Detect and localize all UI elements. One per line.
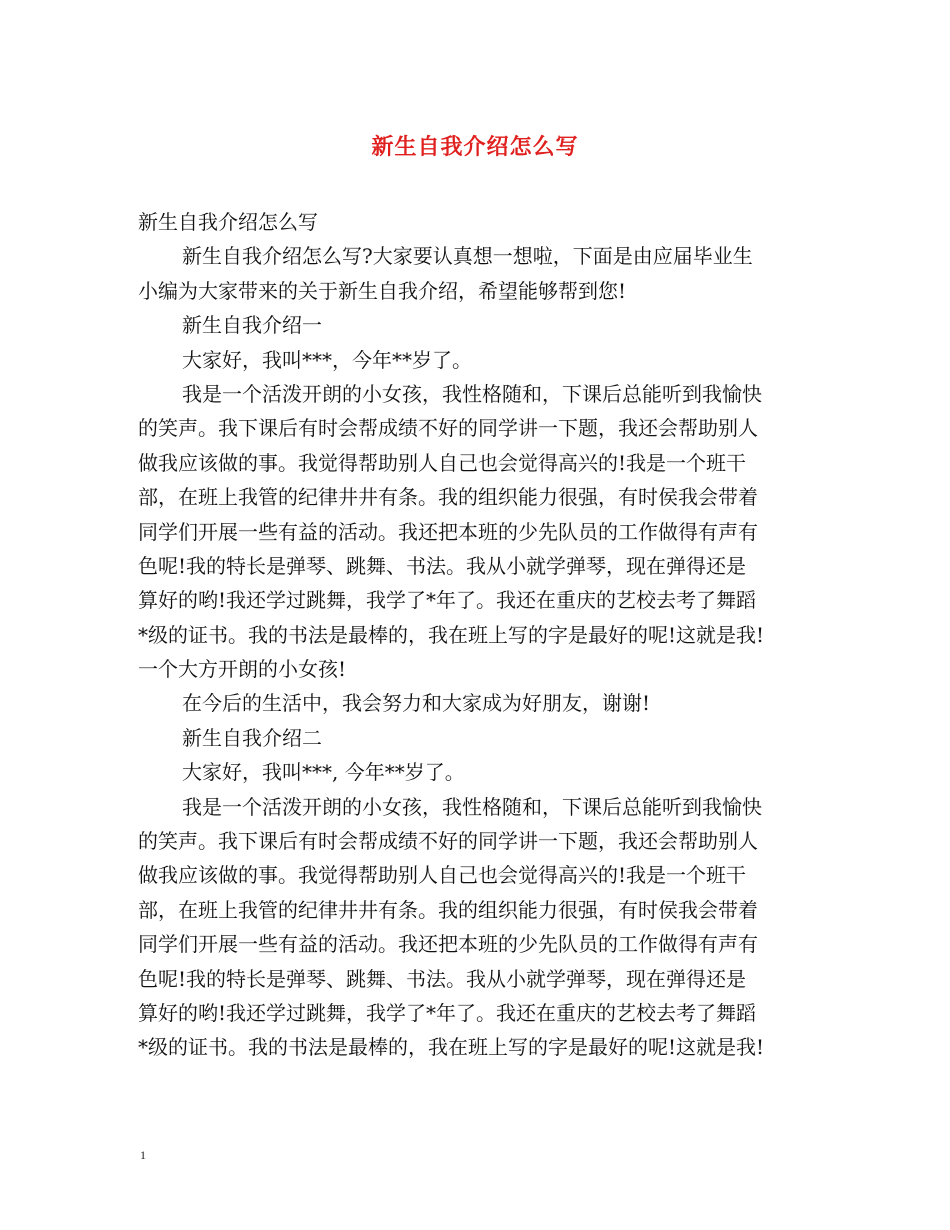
text-line: 同学们开展一些有益的活动。我还把本班的少先队员的工作做得有声有 xyxy=(138,932,758,957)
text-line: 部，在班上我管的纪律井井有条。我的组织能力很强，有时侯我会带着 xyxy=(138,485,758,510)
text-line: 做我应该做的事。我觉得帮助别人自己也会觉得高兴的!我是一个班干 xyxy=(138,863,747,888)
text-line: 同学们开展一些有益的活动。我还把本班的少先队员的工作做得有声有 xyxy=(138,519,758,544)
text-line: 新生自我介绍一 xyxy=(182,313,322,338)
text-line: 的笑声。我下课后有时会帮成绩不好的同学讲一下题，我还会帮助别人 xyxy=(138,829,758,854)
text-line: 我是一个活泼开朗的小女孩，我性格随和，下课后总能听到我愉快 xyxy=(182,381,762,406)
text-line: 新生自我介绍怎么写 xyxy=(138,210,318,234)
document-title: 新生自我介绍怎么写 xyxy=(371,134,579,160)
text-line: 算好的哟!我还学过跳舞，我学了*年了。我还在重庆的艺校去考了舞蹈 xyxy=(138,588,757,613)
text-line: 新生自我介绍怎么写?大家要认真想一想啦，下面是由应届毕业生 xyxy=(182,244,753,269)
text-line: 算好的哟!我还学过跳舞，我学了*年了。我还在重庆的艺校去考了舞蹈 xyxy=(138,1000,757,1025)
text-line: 大家好，我叫***，今年**岁了。 xyxy=(182,347,472,372)
text-line: 色呢!我的特长是弹琴、跳舞、书法。我从小就学弹琴，现在弹得还是 xyxy=(138,966,747,991)
text-line: 在今后的生活中，我会努力和大家成为好朋友，谢谢! xyxy=(182,691,651,716)
text-line: 大家好，我叫***, 今年**岁了。 xyxy=(182,760,465,785)
text-line: 一个大方开朗的小女孩! xyxy=(138,657,347,682)
text-line: *级的证书。我的书法是最棒的，我在班上写的字是最好的呢!这就是我! xyxy=(138,622,765,647)
text-line: 我是一个活泼开朗的小女孩，我性格随和，下课后总能听到我愉快 xyxy=(182,794,762,819)
text-line: 的笑声。我下课后有时会帮成绩不好的同学讲一下题，我还会帮助别人 xyxy=(138,416,758,441)
page-number: 1 xyxy=(140,1148,146,1162)
text-line: 小编为大家带来的关于新生自我介绍，希望能够帮到您! xyxy=(138,278,627,303)
text-line: *级的证书。我的书法是最棒的，我在班上写的字是最好的呢!这就是我! xyxy=(138,1035,765,1060)
text-line: 新生自我介绍二 xyxy=(182,725,322,750)
document-body xyxy=(138,205,828,1065)
text-line: 色呢!我的特长是弹琴、跳舞、书法。我从小就学弹琴，现在弹得还是 xyxy=(138,553,747,578)
text-line: 做我应该做的事。我觉得帮助别人自己也会觉得高兴的!我是一个班干 xyxy=(138,450,747,475)
text-line: 部，在班上我管的纪律井井有条。我的组织能力很强，有时侯我会带着 xyxy=(138,897,758,922)
